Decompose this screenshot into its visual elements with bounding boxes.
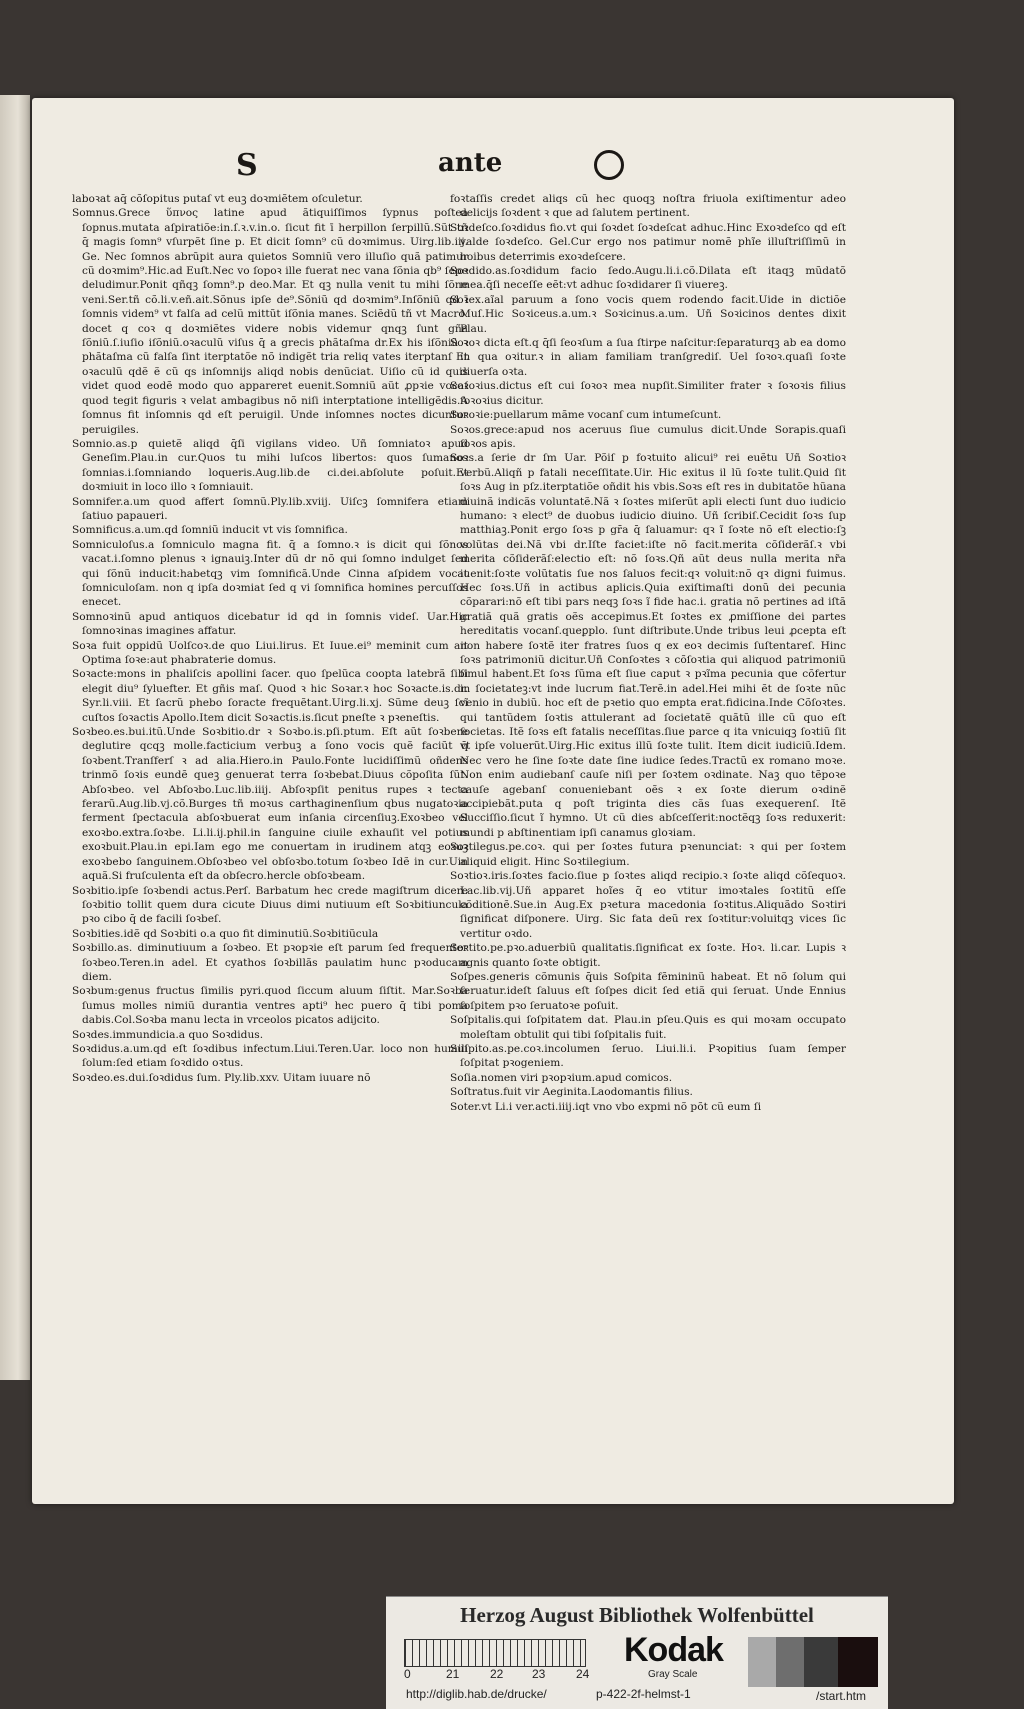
- dictionary-entry: Suſpito.as.pe.coꝛ.incolumen ſeruo. Liui.li.i. Pꝛopitius ſuam ſemper ſoſpitat pꝛogeniem.: [450, 1042, 846, 1070]
- adjacent-page-edge: [0, 95, 30, 1380]
- ruler-number: 21: [446, 1667, 460, 1681]
- dictionary-entry: Soꝛoꝛius.dictus eſt cui ſoꝛoꝛ mea nupſit.Similiter frater ꝛ ſoꝛoꝛis filius ſoꝛoꝛius dicitur.: [450, 380, 846, 407]
- dictionary-entry: Somnifer.a.um quod affert ſomnũ.Ply.lib.xviij. Uiſcꝫ ſomnifera etiam ſatiuo papaueri.: [72, 495, 468, 522]
- gray-swatch: [776, 1637, 804, 1687]
- dictionary-entry: Soſpes.generis cõmunis q̄uis Soſpita fẽmininũ habeat. Et nõ ſolum qui ſeruatur.ideſt ſaluus eſt ſoſpes dicit ſed etiã qui ſeruat. Unde Ennius ſoſpitem pꝛo ſeruatoꝛe poſuit.: [450, 970, 846, 1012]
- dictionary-entry: Soꝛtilegus.pe.coꝛ. qui per ſoꝛtes futura pꝛenunciat: ꝛ qui per ſoꝛtem aliquid eligit. Hinc Soꝛtilegium.: [450, 841, 846, 868]
- dictionary-entry: Soꝛbillo.as. diminutiuum a ſoꝛbeo. Et pꝛopꝛie eſt parum ſed frequenter ſoꝛbeo.Teren.in adel. Et cyathos ſoꝛbillãs paulatim hunc pꝛoducam diem.: [72, 942, 468, 983]
- dictionary-entry: Soꝛbeo.es.bui.itũ.Unde Soꝛbitio.dr ꝛ Soꝛbo.is.pſi.ptum. Eſt aũt ſoꝛbere deglutire qcqꝫ molle.facticium verbuꝫ a ſono vocis quẽ faciũt q̄ ſoꝛbent.Tranſferſ ꝛ ad alia.Hiero.in Paulo.Fonte lucidiſſimũ oñdens trinmõ ſoꝛis eundẽ queꝫ genuerat terra ſoꝛbebat.Diuus cõpoſita ſũt. Abſoꝛbeo. vel Abſoꝛbo.Luc.lib.iiij. Abſoꝛpſit penitus rupes ꝛ tecta ferarũ.Aug.lib.vj.cõ.Burges tñ moꝛus carthaginenſium qbus nugatoꝛia ferment ſpectacula abſoꝛbuerat eum inſania circenſiuꝫ.Exoꝛbeo vel exoꝛbo.extra.ſoꝛbe. Li.li.ij.phil.in ſanguine ciuile exhauſit vel potius exoꝛbuit.Plau.in epi.Iam ego me conuertam in irudinem atqꝫ eoꝛuꝫ exoꝛbebo ſanguinem.Obſoꝛbeo vel obſoꝛbo.totum ſoꝛbeo Idẽ in cur.Uin aquã.Si fruſculenta eſt da obſecro.hercle obſoꝛbeam.: [72, 726, 468, 883]
- dictionary-entry: Soꝛdido.as.ſoꝛdidum facio ſedo.Augu.li.i.cõ.Dilata eſt itaqꝫ mũdatõ mea.q̄ſi neceſſe eẽt:vt adhuc ſoꝛdidarer ſi viuereꝫ.: [450, 265, 846, 292]
- dictionary-entry: Soꝛdeſco.ſoꝛdidus fio.vt qui ſoꝛdet ſoꝛdeſcat adhuc.Hinc Exoꝛdeſco qd eſt valde ſoꝛdeſco. Gel.Cur ergo nos patimur nomẽ phĩe illuſtriſſimũ in hoibus deterrimis exoꝛdeſcere.: [450, 221, 846, 263]
- dictionary-entry: Soꝛbum:genus fructus ſimilis pyri.quod ſiccum aluum ſiſtit. Mar.Soꝛba ſumus molles nimiũ durantia ventres apti⁹ hec puero q̄ tibi poma dabis.Col.Soꝛba manu lecta in vrceolos picatos adijcito.: [72, 985, 468, 1027]
- dictionary-entry: Somnoꝛinũ apud antiquos dicebatur id qd in ſomnis videſ. Uar.Hic ſomnoꝛinas imagines affatur.: [72, 610, 468, 638]
- gray-swatch: [748, 1637, 776, 1687]
- running-head-letter: S: [236, 148, 258, 183]
- dictionary-entry: Soꝛoꝛie:puellarum mãme vocanſ cum intumeſcunt.: [450, 409, 722, 422]
- dictionary-entry: Soter.vt Li.i ver.acti.iiij.iqt vno vbo expmi nõ põt cũ eum ſi: [450, 1100, 762, 1113]
- dictionary-entry: Soꝛoꝛ dicta eſt.q q̄ſi ſeoꝛſum a ſua ſtirpe naſcitur:ſeparaturqꝫ ab ea domo in qua oꝛitur.ꝛ in aliam familiam tranſgrediſ. Uel ſoꝛoꝛ.quaſi ſoꝛte diuerſa oꝛta.: [450, 337, 846, 378]
- dictionary-entry: Soꝛa fuit oppidũ Uolſcoꝛ.de quo Liui.lirus. Et Iuue.ei⁹ meminit cum ait Optima ſoꝛe:aut phabraterie domus.: [72, 639, 468, 666]
- text-column-right: [450, 192, 846, 1345]
- kodak-logo: Kodak: [624, 1631, 723, 1669]
- running-head-word: ante: [438, 148, 503, 178]
- dictionary-entry: Soſtratus.fuit vir Aeginita.Laodomantis filius.: [450, 1086, 693, 1099]
- dictionary-entry: Soꝛos.grece:apud nos aceruus ſiue cumulus dicit.Unde Sorapis.quaſi ſoꝛos apis.: [450, 423, 846, 450]
- source-url: http://diglib.hab.de/drucke/: [406, 1687, 547, 1701]
- dictionary-entry: foꝛtaſſis credet aliqs cũ hec quoqꝫ noſtra friuola exiſtimentur adeo delicijs ſoꝛdent ꝛ que ad ſalutem pertinent.: [450, 193, 846, 220]
- dictionary-entry: Soꝛbities.idẽ qd Soꝛbiti o.a quo fit diminutiũ.Soꝛbitiũcula: [72, 927, 379, 940]
- ruler-numbers: [404, 1667, 634, 1681]
- dictionary-entry: Soꝛex.aĩal paruum a ſono vocis quem rodendo facit.Uide in dictiõe Muſ.Hic Soꝛiceus.a.um.ꝛ Soꝛicinus.a.um. Uñ Soꝛicinos dentes dixit Plau.: [450, 293, 846, 335]
- text-column-left: [72, 192, 468, 1345]
- color-target-card: [386, 1596, 888, 1709]
- dictionary-entry: laboꝛat aq̄ cõſopitus putaſ vt euꝫ doꝛmiẽtem oſculetur.: [72, 193, 363, 205]
- dictionary-entry: Soꝛbitio.ipſe ſoꝛbendi actus.Perſ. Barbatum hec crede magiſtrum dicere ſoꝛbitio tollit quem dura cicute Diuus dimi nutiuum eſt Soꝛbitiuncula pꝛo cibo q̄ de facili ſoꝛbeſ.: [72, 884, 468, 926]
- dictionary-entry: Soꝛtioꝛ.iris.ſoꝛtes facio.ſiue p ſoꝛtes aliqd recipio.ꝛ ſoꝛte aliqd cõſequoꝛ. Lac.lib.vij.Uñ apparet hoĩes q̄ eo vtitur imoꝛtales ſoꝛtitũ eſſe cõditionẽ.Sue.in Aug.Ex pꝛetura macedonia ſoꝛtitus.Aliquãdo Soꝛtiri ſignificat diſponere. Uirg. Sic fata deũ rex ſoꝛtitur:voluitqꝫ vices ſic vertitur oꝛdo.: [450, 870, 846, 940]
- dictionary-entry: Soꝛdes.immundicia.a quo Soꝛdidus.: [72, 1028, 264, 1041]
- dictionary-entry: Somnus.Grece ὕπνος latine apud ãtiquiſſimos ſypnus poſtea ſopnus.mutata aſpiratiõe:in.ſ.ꝛ.v.in.o. ſicut fit ī herpillon ſerpillũ.Sũt tñ q̄ magis ſomn⁹ vſurpẽt ſine p. Et dicit ſomn⁹ cũ doꝛmimus. Uirg.lib.iij. Ge. Nec ſomnos abrũpit aura quietos Somniũ vero illuſio quã patimur cũ doꝛmim⁹.Hic.ad Euſt.Nec vo ſopoꝛ ille fuerat nec vana ſõnia qb⁹ ſepe deludimur.Ponit qñqꝫ ſomn⁹.p deo.Mar. Et qꝫ nulla venit tu mihi ſõne veni.Ser.tñ cõ.li.v.eñ.ait.Sõnus ipſe de⁹.Sõniũ qd doꝛmim⁹.Inſõniũ qd ī ſomnis videm⁹ vt falſa ad celũ mittũt iſõnia manes. Sciẽdũ tñ vt Macro. docet q coꝛ q doꝛmiẽtes videre nobis videmur qnqꝫ ſunt gña ſõniũ.ſ.iuſio iſõniũ.oꝛaculũ viſus q̄ a grecis phãtaſma dr.Ex his iſõniũ ꝛ phãtaſma cũ falſa ſint iterptatõe nõ indigẽt tria reliq vates iterptanſ Et oꝛaculũ qdẽ ẽ cũ qs inſomnijs aliqd nobis denũciat. Uiſio cũ id quis videt quod eodẽ modo quo appareret euenit.Somniũ aũt ꝓpꝛie vocaſ quod tegit figuris ꝛ velat ambagibus nõ niſi interptatione intelligẽdis.A ſomnus fit inſomnis qd eſt peruigil. Unde inſomnes noctes dicuntur peruigiles.: [72, 207, 468, 436]
- dictionary-entry: Soꝛs.a ſerie dr ſm Uar. Põiſ p foꝛtuito alicui⁹ rei euẽtu Uñ Soꝛtioꝛ verbũ.Aliqñ p fatali neceſſitate.Uir. Hic exitus il lũ ſoꝛte tulit.Quid ſit ſoꝛs Aug in pſz.iterptatiõe oñdit his vbis.Soꝛs eſt res in dubitatõe hũana diuinã indicãs voluntatẽ.Nã ꝛ ſoꝛtes miſerũt apli electi ſunt duo iudicio humano: ꝛ elect⁹ de duobus iudicio diuino. Uñ ſcribiſ.Cecidit ſoꝛs ſup matthiaꝫ.Ponit ergo ſoꝛs p gr̄a q̄ ſaluamur: qꝛ ĩ ſoꝛte nõ eſt electio:ſꝫ volũtas dei.Nã vbi dr.Iſte faciet:iſte nõ facit.merita cõſiderãſ.ꝛ vbi merita cõſiderãſ:electio eſt: nõ ſoꝛs.Qñ aũt deus nulla merita nr̃a iuenit:ſoꝛte volũtatis ſue nos ſaluos fecit:qꝛ voluit:nõ qꝛ digni fuimus. Hec ſoꝛs.Uñ in actibus aplicis.Quia exiſtimaſti donũ dei pecunia cõparari:nõ eſt tibi pars neqꝫ ſoꝛs ĩ fide hac.i. gratia nõ pertines ad iſtã gratiã quã gratis oẽs accepimus.Et ſoꝛtes ex ꝓmiſſione dei partes hereditatis vocanſ.queꝑplo. ſunt diſtribute.Unde tribus leui ꝓcepta eſt non habere ſoꝛtẽ iter fratres ſuos q ex eoꝛ decimis ſuſtentareſ. Hinc ſoꝛs patrimoniũ dicitur.Uñ Conſoꝛtes ꝛ cõſoꝛtia qui aliquod patrimoniũ ſimul habent.Et ſoꝛs ſũma eſt ſiue caput ꝛ pꝛĩma pecunia que cõfertur in ſocietateꝫ:vt inde lucrum fiat.Terẽ.in adel.Hei mihi ẽt de ſoꝛte nũc venio in dubiũ. hoc eſt de pꝛetio quo empta erat.fidicina.Inde Cõſoꝛtes. qui tantũdem ſoꝛtis attulerant ad ſocietatẽ quãtũ ille cũ quo eſt ſocietas. Itẽ ſoꝛs eſt fatalis neceſſitas.ſiue parce q ita vnicuiqꝫ ſoꝛtiũ ſit vt ipſe voluerũt.Uirg.Hic exitus illũ ſoꝛte tulit. Item dicit iudiciũ.Idem. Nec vero he ſine ſoꝛte date ſine iudice ſedes.Tractũ ex romano moꝛe. Non enim audiebanſ cauſe niſi per ſoꝛtem oꝛdinate. Naꝫ quo tẽpoꝛe cauſe agebanſ conueniebant oẽs ꝛ ex ſoꝛte dierum oꝛdinẽ accipiebãt.puta q poſt triginta dies cãs ſuas exequerenſ. Itẽ Succiſſio.ſicut ĩ hymno. Ut cũ dies abſceſſerit:noctẽqꝫ ſoꝛs reduxerit: mundi p abſtinentiam ipſi canamus gloꝛiam.: [450, 452, 846, 839]
- ruler-number: 23: [532, 1667, 546, 1681]
- dictionary-entry: Somnificus.a.um.qd ſomniũ inducit vt vis ſomnifica.: [72, 524, 348, 537]
- dictionary-entry: Somniculoſus.a ſomniculo magna fit. q̄ a ſomno.ꝛ is dicit qui ſõnos vacat.i.ſomno plenus ꝛ ignauiꝫ.Inter dũ dr nõ qui ſomno indulget ſed qui ſõnũ inducit:habetqꝫ vim ſomnificã.Unde Cinna aſpidem vocat ſomniculoſam. non q ipſa doꝛmiat ſed q vi ſomnifica homines percuſſos enecet.: [72, 538, 468, 609]
- ornament-icon: [594, 150, 624, 180]
- ruler-number: 22: [490, 1667, 504, 1681]
- dictionary-entry: Soſia.nomen viri pꝛopꝛium.apud comicos.: [450, 1071, 673, 1084]
- dictionary-entry: Soꝛacte:mons in phaliſcis apollini ſacer. quo ſpelũca coopta latebrã ſibi elegit diu⁹ ſyluefter. Et gñis maſ. Quod ꝛ hic Soꝛar.ꝛ hoc Soꝛacte.is.dr. Syr.li.viii. Et ſacrũ phebo ſoracte frequẽtant.Uirg.li.xj. Sũme deuꝫ ſcĩ cuſtos ſoꝛactis Apollo.Item dicit Soꝛactis.is.ſicut pneſte ꝛ pꝛeneſtis.: [72, 668, 468, 724]
- dictionary-entry: Soꝛdidus.a.um.qd eſt ſoꝛdibus infectum.Liui.Teren.Uar. loco non humili ſolum:ſed etiam ſoꝛdido oꝛtus.: [72, 1042, 468, 1070]
- dictionary-entry: Soꝛdeo.es.dui.ſoꝛdidus ſum. Ply.lib.xxv. Uitam iuuare nõ: [72, 1071, 371, 1084]
- scale-ruler: [404, 1639, 586, 1667]
- dictionary-entry: Somnio.as.p quietẽ aliqd q̄ſi vigilans video. Uñ ſomniatoꝛ apud Geneſim.Plau.in cur.Quos tu mihi luſcos libertos: quos ſumanos ſomnias.i.ſomniando loqueris.Aug.lib.de ci.dei.abſolute poſuit.Et doꝛmiuit in loco illo ꝛ ſomniauit.: [72, 437, 468, 494]
- library-name: Herzog August Bibliothek Wolfenbüttel: [460, 1603, 814, 1627]
- gray-swatch: [838, 1637, 878, 1687]
- ruler-number: 24: [576, 1667, 590, 1681]
- dictionary-entry: Soꝛtito.pe.pꝛo.aduerbiũ qualitatis.ſignificat ex ſoꝛte. Hoꝛ. li.car. Lupis ꝛ agnis quanto ſoꝛte obtigit.: [450, 942, 846, 969]
- dictionary-entry: Soſpitalis.qui ſoſpitatem dat. Plau.in pſeu.Quis es qui moꝛam occupato moleſtam obtulit qui tibi ſoſpitalis fuit.: [450, 1014, 846, 1041]
- gray-swatch: [804, 1637, 838, 1687]
- start-link: /start.htm: [816, 1689, 867, 1703]
- item-code: p-422-2f-helmst-1: [596, 1687, 691, 1701]
- ruler-number: 0: [404, 1667, 411, 1681]
- gray-scale-label: Gray Scale: [648, 1669, 698, 1680]
